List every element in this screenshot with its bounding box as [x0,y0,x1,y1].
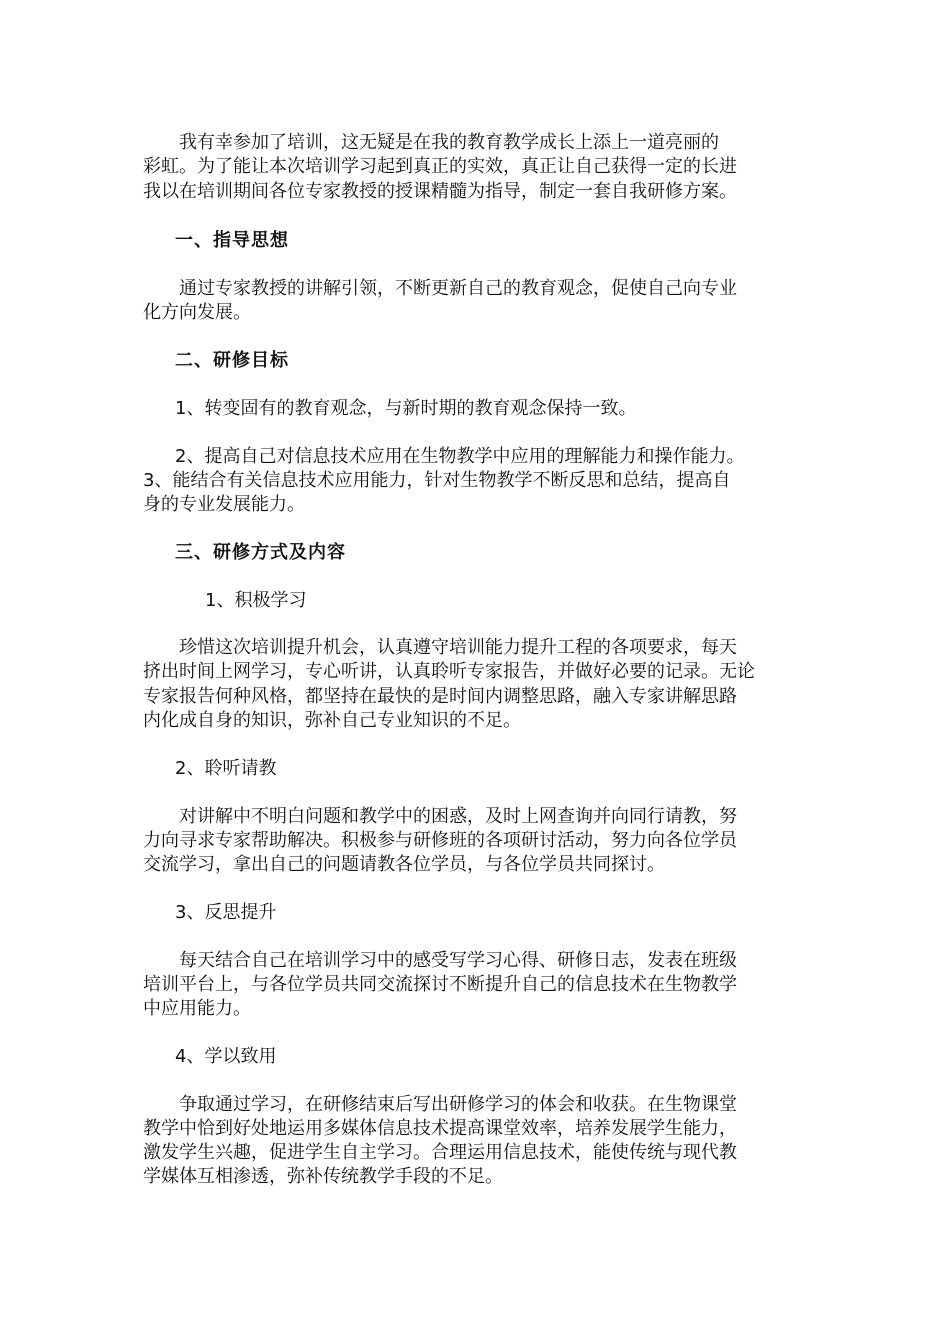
intro-line-2: 彩虹。为了能让本次培训学习起到真正的实效，真正让自己获得一定的长进 [143,156,737,177]
sub2-body-line-2: 力向寻求专家帮助解决。积极参与研修班的各项研讨活动，努力向各位学员 [143,830,737,851]
goal-1: 1、转变固有的教育观念，与新时期的教育观念保持一致。 [175,398,637,419]
sub1-body-line-3: 专家报告何种风格，都坚持在最快的是时间内调整思路，融入专家讲解思路 [143,686,737,707]
sub3-body-line-3: 中应用能力。 [143,998,251,1019]
section1-body-line-1: 通过专家教授的讲解引领，不断更新自己的教育观念，促使自己向专业 [143,278,737,299]
goal-2: 2、提高自己对信息技术应用在生物教学中应用的理解能力和操作能力。 [175,446,745,467]
sub1-body-line-1: 珍惜这次培训提升机会，认真遵守培训能力提升工程的各项要求，每天 [143,637,737,658]
section-heading-guiding-ideology: 一、指导思想 [175,230,289,251]
subsection-title-active-learning: 1、积极学习 [205,590,307,611]
sub3-body-line-2: 培训平台上，与各位学员共同交流探讨不断提升自己的信息技术在生物教学 [143,974,737,995]
sub4-body-line-3: 激发学生兴趣，促进学生自主学习。合理运用信息技术，能使传统与现代教 [143,1142,737,1163]
intro-line-1: 我有幸参加了培训，这无疑是在我的教育教学成长上添上一道亮丽的 [143,132,719,153]
sub1-body-line-4: 内化成自身的知识，弥补自己专业知识的不足。 [143,710,521,731]
subsection-title-reflect-improve: 3、反思提升 [175,902,277,923]
sub3-body-line-1: 每天结合自己在培训学习中的感受写学习心得、研修日志，发表在班级 [143,950,737,971]
sub1-body-line-2: 挤出时间上网学习，专心听讲，认真聆听专家报告，并做好必要的记录。无论 [143,661,755,682]
sub4-body-line-4: 学媒体互相渗透，弥补传统教学手段的不足。 [143,1166,503,1187]
sub4-body-line-1: 争取通过学习，在研修结束后写出研修学习的体会和收获。在生物课堂 [143,1094,737,1115]
subsection-title-listen-consult: 2、聆听请教 [175,758,277,779]
section-heading-methods-content: 三、研修方式及内容 [175,542,346,563]
sub4-body-line-2: 教学中恰到好处地运用多媒体信息技术提高课堂效率，培养发展学生能力， [143,1118,737,1139]
intro-line-3: 我以在培训期间各位专家教授的授课精髓为指导，制定一套自我研修方案。 [143,181,737,202]
section-heading-study-goals: 二、研修目标 [175,350,289,371]
sub2-body-line-1: 对讲解中不明白问题和教学中的困惑，及时上网查询并向同行请教，努 [143,806,737,827]
goal-3-line-2: 身的专业发展能力。 [143,494,305,515]
subsection-title-apply-learning: 4、学以致用 [175,1046,277,1067]
goal-3-line-1: 3、能结合有关信息技术应用能力，针对生物教学不断反思和总结，提高自 [143,470,731,491]
sub2-body-line-3: 交流学习，拿出自己的问题请教各位学员，与各位学员共同探讨。 [143,854,665,875]
section1-body-line-2: 化方向发展。 [143,302,251,323]
